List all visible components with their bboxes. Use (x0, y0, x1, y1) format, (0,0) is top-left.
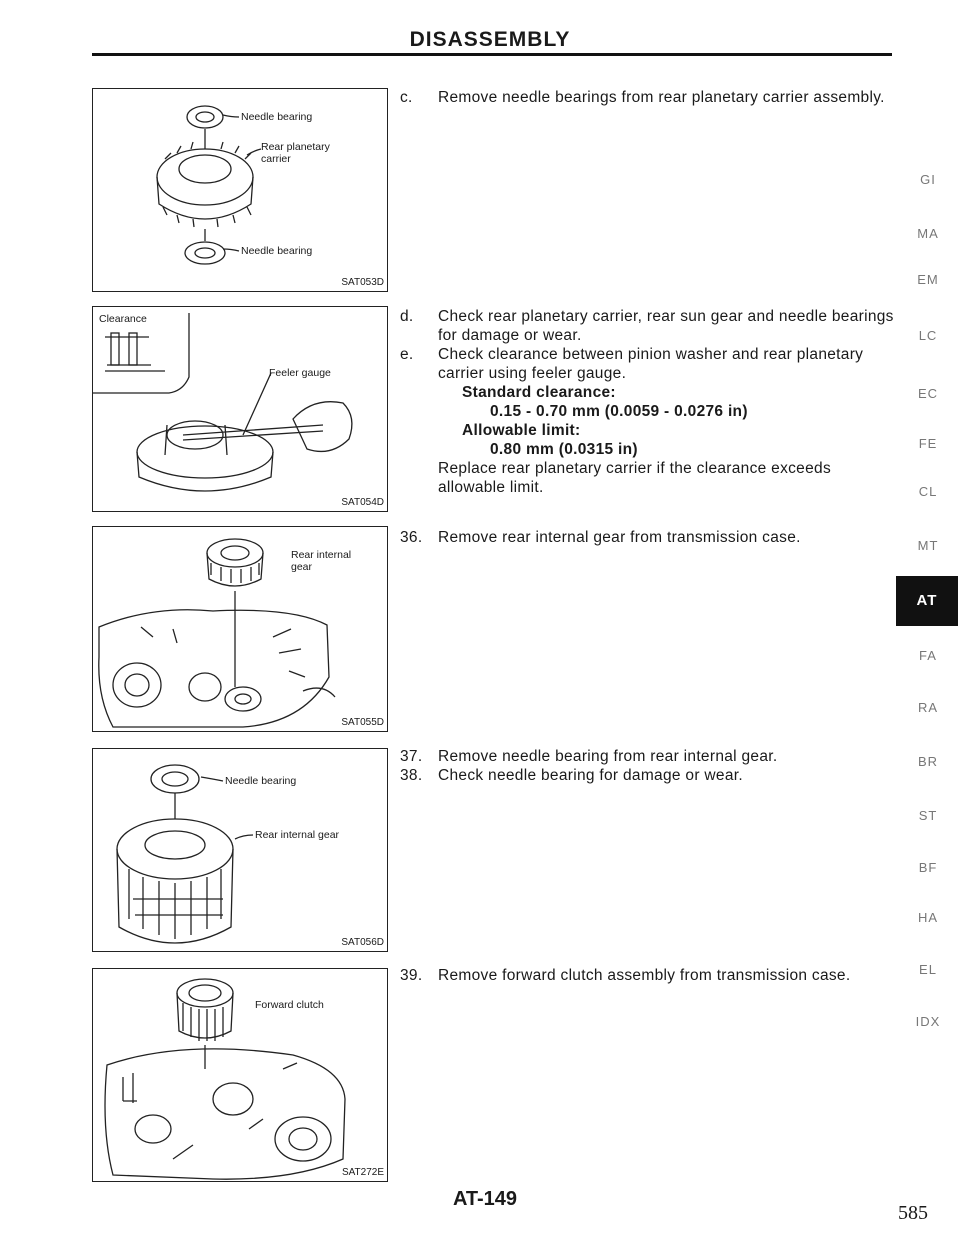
figure-code: SAT056D (341, 937, 384, 948)
page-code: AT-149 (452, 1188, 518, 1210)
sidebar-item-gi[interactable]: GI (920, 172, 936, 187)
title-rule (92, 53, 892, 56)
callout-forward-clutch: Forward clutch (255, 999, 324, 1011)
sidebar-item-idx[interactable]: IDX (915, 1014, 941, 1029)
page-title: DISASSEMBLY (409, 28, 571, 51)
figure-clearance-check (92, 306, 388, 512)
sidebar-item-ha[interactable]: HA (917, 910, 939, 925)
replace-note: Replace rear planetary carrier if the clearance exceeds allowable limit. (438, 460, 831, 496)
figure-needle-bearings-carrier (92, 88, 388, 292)
figure-needle-bearing-internal-gear (92, 748, 388, 952)
feeler-gauge-illustration (93, 307, 389, 513)
sidebar-item-br[interactable]: BR (917, 754, 939, 769)
callout-rear-planetary-carrier: Rear planetary carrier (261, 141, 330, 165)
allowable-limit-value: 0.80 mm (0.0315 in) (490, 441, 638, 458)
callout-clearance: Clearance (99, 313, 147, 325)
sidebar-item-ma[interactable]: MA (917, 226, 939, 241)
allowable-limit-label: Allowable limit: (462, 422, 581, 439)
sidebar-item-fa[interactable]: FA (919, 648, 937, 663)
page-number: 585 (898, 1202, 928, 1224)
sidebar-item-el[interactable]: EL (919, 962, 937, 977)
figure-code: SAT055D (341, 717, 384, 728)
figure-code: SAT054D (341, 497, 384, 508)
forward-clutch-illustration (93, 969, 389, 1183)
step-39: 39. Remove forward clutch assembly from transmission case. (400, 967, 851, 984)
figure-forward-clutch (92, 968, 388, 1182)
sidebar-item-at[interactable]: AT (896, 576, 958, 626)
callout-rear-internal-gear: Rear internal gear (255, 829, 340, 841)
step-36: 36. Remove rear internal gear from transmission case. (400, 529, 801, 546)
step-38: 38. Check needle bearing for damage or wear. (400, 767, 743, 784)
callout-rear-internal-gear: Rear internal gear (291, 549, 352, 573)
step-37-38 (400, 747, 900, 785)
callout-feeler-gauge: Feeler gauge (269, 367, 331, 379)
step-d: d. Check rear planetary carrier, rear sun gear and needle bearings for damage or wear. (400, 308, 894, 344)
standard-clearance-value: 0.15 - 0.70 mm (0.0059 - 0.0276 in) (490, 403, 748, 420)
sidebar-item-cl[interactable]: CL (918, 484, 938, 499)
figure-code: SAT053D (341, 277, 384, 288)
callout-needle-bearing-top: Needle bearing (241, 111, 313, 123)
step-c: c. Remove needle bearings from rear planetary carrier assembly. (400, 89, 885, 106)
sidebar-item-bf[interactable]: BF (918, 860, 938, 875)
sidebar-item-ra[interactable]: RA (917, 700, 939, 715)
figure-rear-internal-gear-case (92, 526, 388, 732)
figure-code: SAT272E (341, 1167, 384, 1178)
callout-needle-bearing: Needle bearing (225, 775, 297, 787)
sidebar-item-em[interactable]: EM (917, 272, 939, 287)
step-e: e. Check clearance between pinion washer and rear planetary carrier using feeler gauge. (400, 346, 864, 382)
callout-needle-bearing-bottom: Needle bearing (241, 245, 313, 257)
sidebar-item-mt[interactable]: MT (917, 538, 939, 553)
sidebar-item-ec[interactable]: EC (917, 386, 939, 401)
step-37: 37. Remove needle bearing from rear internal gear. (400, 748, 778, 765)
step-d-e (400, 307, 900, 497)
sidebar-item-fe[interactable]: FE (918, 436, 938, 451)
sidebar-item-lc[interactable]: LC (918, 328, 938, 343)
standard-clearance-label: Standard clearance: (462, 384, 616, 401)
sidebar-item-st[interactable]: ST (918, 808, 938, 823)
